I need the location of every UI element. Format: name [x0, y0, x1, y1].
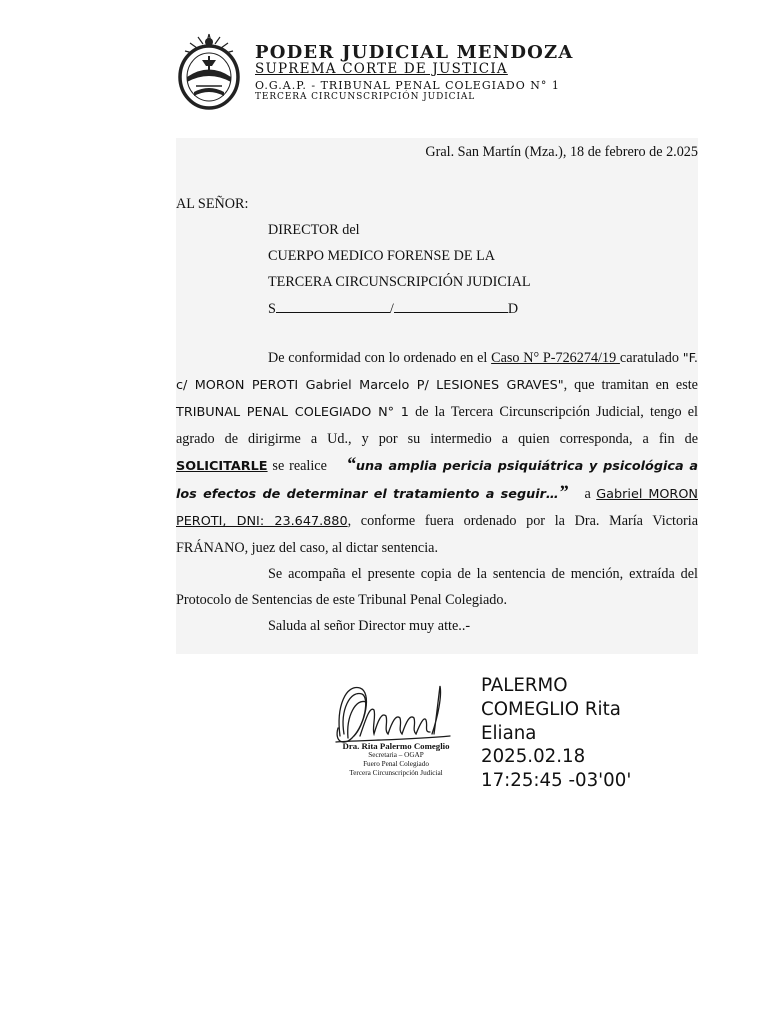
tribunal-name: TRIBUNAL PENAL COLEGIADO N° 1 — [176, 405, 409, 420]
paragraph-closing: Saluda al señor Director muy atte..- — [268, 618, 471, 634]
stamp-line: Fuero Penal Colegiado — [363, 760, 429, 768]
signature-stamp — [328, 742, 464, 778]
digital-signature-line: PALERMO — [481, 675, 568, 696]
coat-of-arms-seal-icon — [176, 30, 242, 110]
letterhead-court: SUPREMA CORTE DE JUSTICIA — [255, 61, 508, 77]
stamp-name: Dra. Rita Palermo Comeglio — [342, 741, 450, 751]
case-title: "F. c/ MORON PEROTI Gabriel Marcelo P/ LESIONES GRAVES" — [176, 351, 698, 393]
recipient-line-2: CUERPO MEDICO FORENSE DE LA — [268, 248, 496, 264]
digital-signature-line: COMEGLIO Rita — [481, 698, 621, 720]
letter-paragraphs — [176, 345, 698, 639]
stamp-line: Tercera Circunscripción Judicial — [349, 769, 443, 777]
solicit-word: SOLICITARLE — [176, 459, 268, 474]
letterhead-office: O.G.A.P. - TRIBUNAL PENAL COLEGIADO N° 1 — [255, 78, 560, 92]
paragraph-request: De conformidad con lo ordenado en el Caso N° P-726274/19 caratulado "F. c/ MORON PEROTI Gabriel Marcelo P/ LESIONES GRAVES", que tramitan en este TRIBUNAL PENAL COLEGIADO N° 1 de la Tercera Circunscripción Judicial, tengo el agrado de dirigirme a Ud., y por su intermedio a quien corresponda, a fin de SOLICITARLE se realice “una amplia pericia psiquiátrica y psicológica a los efectos de determinar el tratamiento a seguir…” a Gabriel MORON PEROTI, DNI: 23.647.880, conforme fuera ordenado por la Dra. María Victoria FRÁNANO, juez del caso, al dictar sentencia. — [176, 350, 699, 556]
stamp-line: Secretaria – OGAP — [368, 751, 424, 759]
recipient-line-1: DIRECTOR del — [268, 222, 360, 238]
case-number: Caso N° P-726274/19 — [491, 350, 620, 366]
letter-addressee: AL SEÑOR: — [176, 196, 249, 212]
letterhead-circumscription: TERCERA CIRCUNSCRIPCIÓN JUDICIAL — [255, 91, 476, 102]
letterhead — [255, 44, 574, 102]
digital-signature-line: Eliana — [481, 722, 537, 744]
digital-signature-date: 2025.02.18 — [481, 746, 586, 768]
recipient-line-3: TERCERA CIRCUNSCRIPCIÓN JUDICIAL — [268, 274, 531, 290]
letter-date: Gral. San Martín (Mza.), 18 de febrero de 2.025 — [425, 144, 698, 160]
sd-line: S / D — [268, 301, 519, 317]
letterhead-org: PODER JUDICIAL MENDOZA — [255, 42, 574, 63]
person-name: Gabriel MORON PEROTI, DNI: 23.647.880 — [176, 487, 698, 529]
digital-signature-block — [481, 674, 631, 793]
requested-exam: una amplia pericia psiquiátrica y psicológica a los efectos de determinar el tratamiento a seguir… — [176, 459, 698, 502]
paragraph-attachment: Se acompaña el presente copia de la sentencia de mención, extraída del Protocolo de Sentencias de este Tribunal Penal Colegiado. — [176, 566, 698, 608]
letter-body — [176, 138, 698, 654]
digital-signature-time: 17:25:45 -03'00' — [481, 770, 632, 792]
